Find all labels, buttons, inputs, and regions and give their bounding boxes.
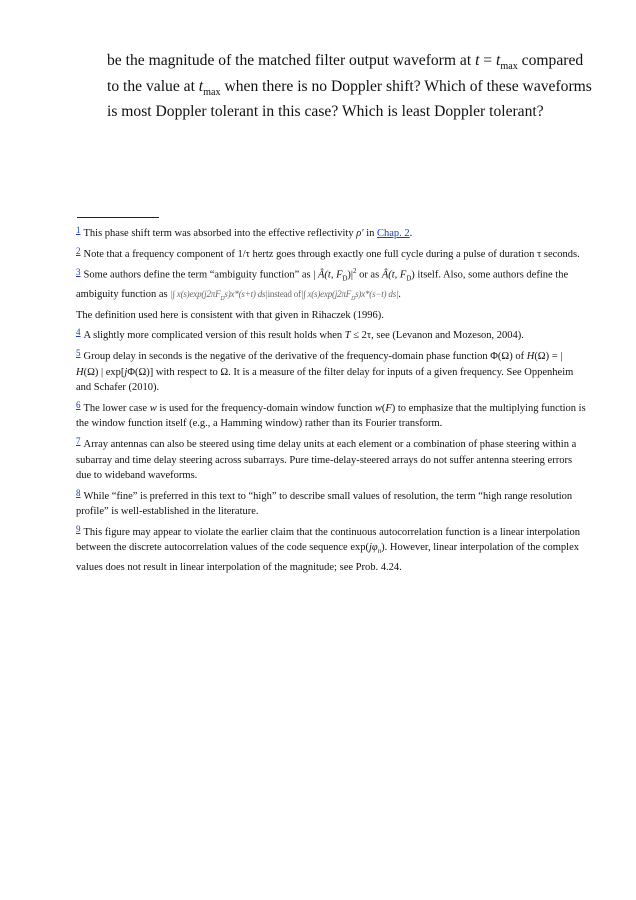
footnote-2-link[interactable]: 2 [76, 245, 81, 256]
footnote-1-link[interactable]: 1 [76, 225, 81, 235]
footnote-6-link[interactable]: 6 [76, 399, 81, 410]
footnote-8: 8 While “fine” is preferred in this text to “high” to describe small values of resolution, the term “high range resolution profile” is well-established in the literature. [76, 487, 573, 518]
chapter-link[interactable]: Chap. 2 [376, 228, 410, 239]
footnote-3: 3 Some authors define the term “ambiguity function” as | Â(t, $F_D)|^2$ or as Â(t, $F_D$) itself. Also, some authors define the ambiguity function as |∫ $x(s)\exp(j2\pi F_Ds)x*(s+t)$ ds|instead of|∫ $x(s)\exp(j2\pi F_Ds)x*(s-t)$ ds|. The definition used here is consistent with that given in Rihaczek (1996). [76, 266, 569, 321]
footnote-7: 7 Array antennas can also be steered using time delay units at each element or a combination of phase steering within a subarray and time delay steering across subarrays. Pure time-delay-steered arrays do not suffer antenna steering errors due to wideband waveforms. [76, 435, 577, 482]
footnotes [76, 223, 586, 578]
footnote-7-link[interactable]: 7 [76, 435, 81, 446]
footnote-5-link[interactable]: 5 [76, 347, 81, 358]
footnote-4-link[interactable]: 4 [76, 327, 81, 338]
footnote-4: 4 A slightly more complicated version of this result holds when T ≤ 2τ, see (Levanon and Mozeson, 2004). [76, 327, 524, 342]
footnote-9: 9 This figure may appear to violate the earlier claim that the continuous autocorrelation function is a linear interpolation between the discrete autocorrelation values of the code sequence $\exp(j\varphi_n)$. However, linear interpolation of the complex values does not result in linear interpolation of the magnitude; see Prob. 4.24. [76, 523, 581, 574]
footnote-separator [77, 217, 159, 218]
ambiguity-formula-1: |∫ $x(s)\exp(j2\pi F_Ds)x*(s+t)$ ds| [170, 289, 268, 303]
footnote-9-link[interactable]: 9 [76, 523, 81, 534]
footnote-2: 2 Note that a frequency component of 1/τ hertz goes through exactly one full cycle during a pulse of duration τ seconds. [76, 245, 580, 260]
footnote-8-link[interactable]: 8 [76, 487, 81, 498]
ambiguity-formula-2: |∫ $x(s)\exp(j2\pi F_Ds)x*(s-t)$ ds| [300, 289, 399, 303]
footnote-5: 5 Group delay in seconds is the negative of the derivative of the frequency-domain phase function Φ(Ω) of H(Ω) = | H(Ω) | exp[jΦ(Ω)] with respect to Ω. It is a measure of the filter delay for inputs of a given frequency. See Oppenheim and Schafer (2010). [76, 347, 574, 394]
body-paragraph: be the magnitude of the matched filter output waveform at $t = t_{max}$ compared to the value at $t_{max}$ when there is no Doppler shift? Which of these waveforms is most Doppler tolerant in this case? Which is least Doppler tolerant? [107, 52, 592, 121]
footnote-3-link[interactable]: 3 [76, 266, 81, 277]
footnote-1: 1 This phase shift term was absorbed into the effective reflectivity ρ′ in Chap. 2. [76, 225, 413, 239]
footnote-6: 6 The lower case w is used for the frequency-domain window function w(F) to emphasize that the multiplying function is the window function itself (e.g., a Hamming window) rather than its Fourier transform. [76, 399, 586, 430]
